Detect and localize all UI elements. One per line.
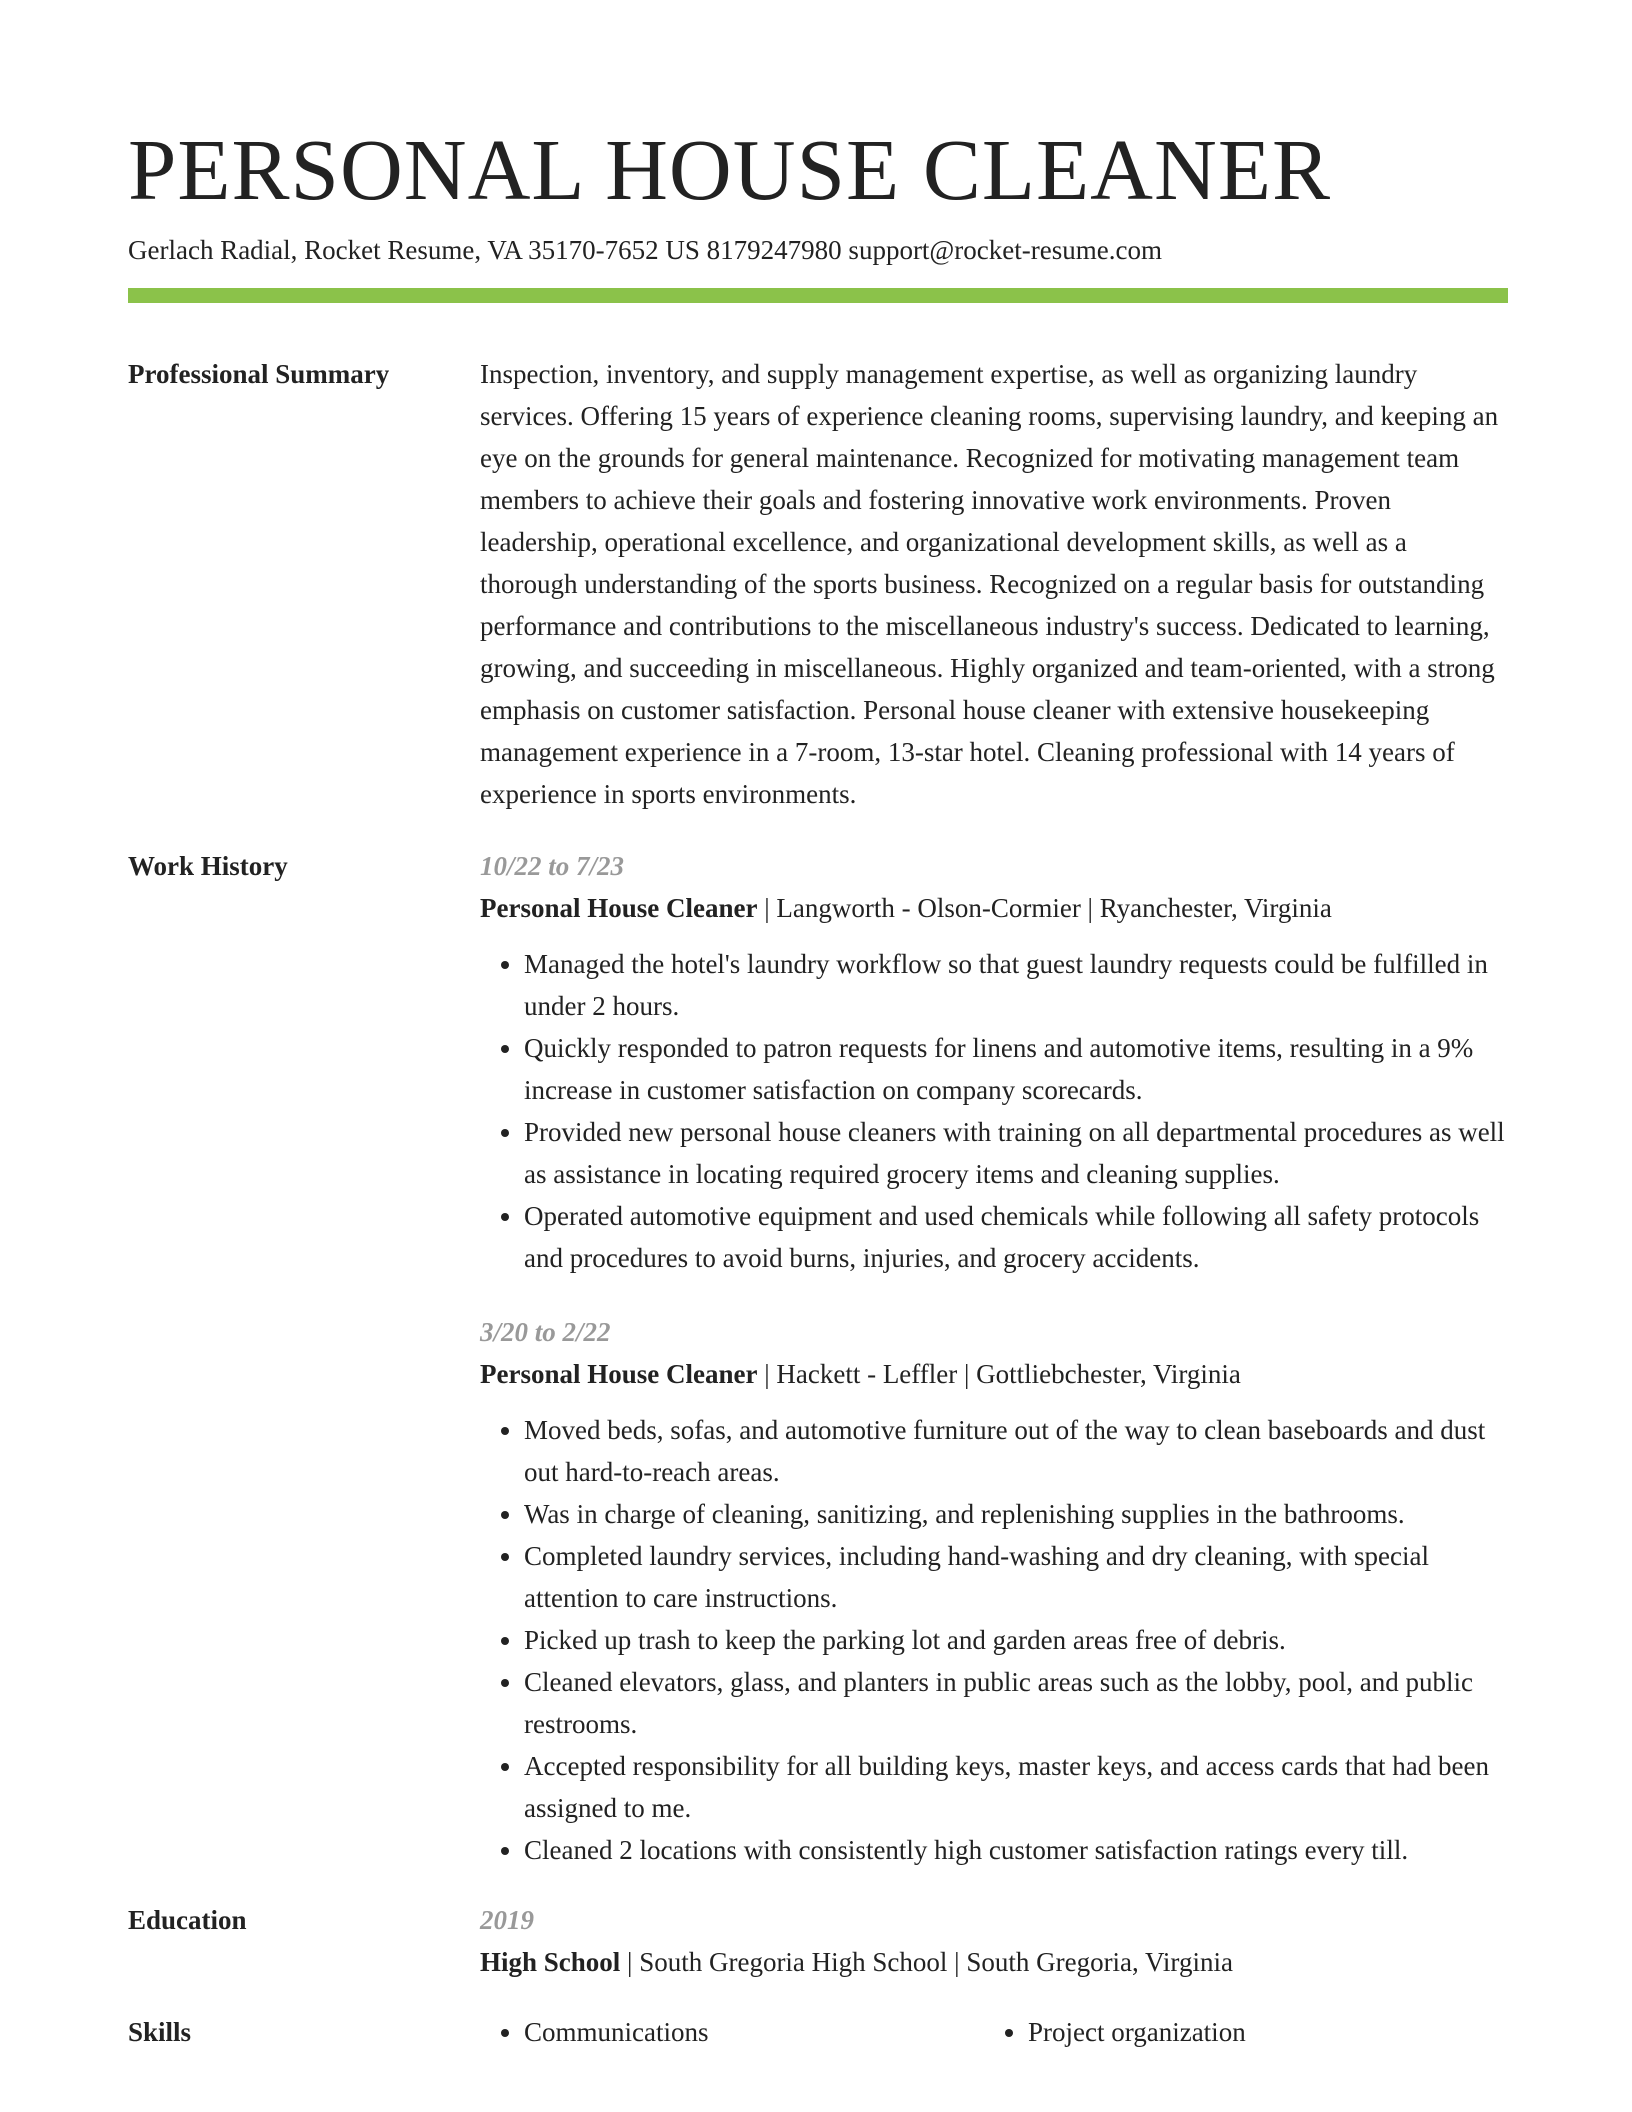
section-label-work-history: Work History <box>128 851 288 881</box>
job-entry <box>480 845 1508 1279</box>
header-divider <box>128 288 1508 303</box>
job-bullet: • Provided new personal house cleaners with training on all departmental procedures as well as assistance in locating required grocery items and cleaning supplies. <box>524 1111 1508 1195</box>
education-body <box>480 1899 1508 1983</box>
education-year: 2019 <box>480 1905 534 1935</box>
section-label-summary: Professional Summary <box>128 359 390 389</box>
job-bullet: • Moved beds, sofas, and automotive furniture out of the way to clean baseboards and dust out hard-to-reach areas. <box>524 1409 1508 1493</box>
contact-line: Gerlach Radial, Rocket Resume, VA 35170-7652 US 8179247980 support@rocket-resume.com <box>128 235 1162 265</box>
job-bullets <box>480 1409 1508 1871</box>
job-employer-location: | Langworth - Olson-Cormier | Ryanchester, Virginia <box>757 893 1332 923</box>
summary-text: Inspection, inventory, and supply management expertise, as well as organizing laundry services. Offering 15 years of experience cleaning rooms, supervising laundry, and keeping an eye on the grounds for general maintenance. Recognized for motivating management team members to achieve their goals and fostering innovative work environments. Proven leadership, operational excellence, and organizational development skills, as well as a thorough understanding of the sports business. Recognized on a regular basis for outstanding performance and contributions to the miscellaneous industry's success. Dedicated to learning, growing, and succeeding in miscellaneous. Highly organized and team-oriented, with a strong emphasis on customer satisfaction. Personal house cleaner with extensive housekeeping management experience in a 7-room, 13-star hotel. Cleaning professional with 14 years of experience in sports environments. <box>480 359 1499 809</box>
education-school-location: | South Gregoria High School | South Gregoria, Virginia <box>620 1947 1233 1977</box>
job-bullet: • Completed laundry services, including hand-washing and dry cleaning, with special attention to care instructions. <box>524 1535 1508 1619</box>
job-bullet: • Cleaned 2 locations with consistently high customer satisfaction ratings every till. <box>524 1829 1508 1871</box>
section-label-education: Education <box>128 1905 247 1935</box>
work-history-section <box>128 845 1508 1871</box>
education-section <box>128 1899 1508 1983</box>
job-bullet: • Quickly responded to patron requests for linens and automotive items, resulting in a 9% increase in customer satisfaction on company scorecards. <box>524 1027 1508 1111</box>
skills-column-left <box>480 2011 984 2053</box>
job-bullet: • Picked up trash to keep the parking lot and garden areas free of debris. <box>524 1619 1508 1661</box>
skills-body <box>480 2011 1508 2053</box>
job-dates: 3/20 to 2/22 <box>480 1317 611 1347</box>
job-title: Personal House Cleaner <box>480 893 758 923</box>
job-bullet: • Managed the hotel's laundry workflow so that guest laundry requests could be fulfilled in under 2 hours. <box>524 943 1508 1027</box>
education-heading <box>480 1941 1508 1983</box>
job-heading <box>480 1353 1508 1395</box>
job-bullet: • Operated automotive equipment and used chemicals while following all safety protocols and procedures to avoid burns, injuries, and grocery accidents. <box>524 1195 1508 1279</box>
job-entry <box>480 1311 1508 1871</box>
section-label-skills: Skills <box>128 2017 192 2047</box>
skills-column-right <box>984 2011 1508 2053</box>
skills-section <box>128 2011 1508 2053</box>
skill-item: • Communications <box>524 2011 984 2053</box>
job-heading <box>480 887 1508 929</box>
job-title: Personal House Cleaner <box>480 1359 758 1389</box>
job-bullets <box>480 943 1508 1279</box>
job-dates: 10/22 to 7/23 <box>480 851 625 881</box>
education-degree: High School <box>480 1947 621 1977</box>
job-bullet: • Accepted responsibility for all building keys, master keys, and access cards that had been assigned to me. <box>524 1745 1508 1829</box>
job-bullet: • Cleaned elevators, glass, and planters in public areas such as the lobby, pool, and public restrooms. <box>524 1661 1508 1745</box>
job-employer-location: | Hackett - Leffler | Gottliebchester, Virginia <box>757 1359 1241 1389</box>
job-bullet: • Was in charge of cleaning, sanitizing, and replenishing supplies in the bathrooms. <box>524 1493 1508 1535</box>
resume-name-title: PERSONAL HOUSE CLEANER <box>128 121 1331 218</box>
work-history-body <box>480 845 1508 1871</box>
summary-section <box>128 353 1508 815</box>
skill-item: • Project organization <box>1028 2011 1508 2053</box>
